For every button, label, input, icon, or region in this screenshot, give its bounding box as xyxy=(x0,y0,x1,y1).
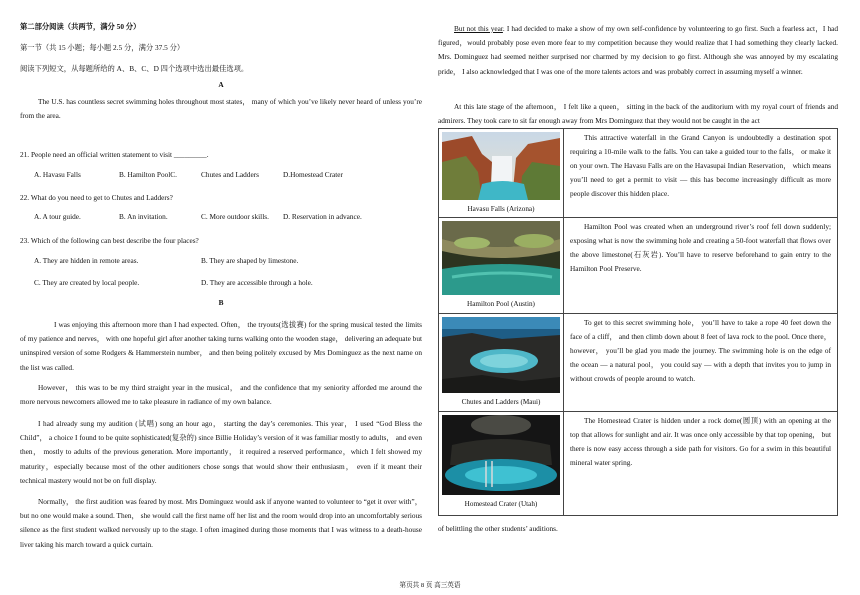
place-text-cell xyxy=(564,314,838,412)
section-subtitle: 第一节（共 15 小题；每小题 2.5 分，满分 37.5 分） xyxy=(20,43,185,52)
section-instruction: 阅读下列短文，从每题所给的 A、B、C、D 四个选项中选出最佳选项。 xyxy=(20,64,249,73)
right-paragraph-1 xyxy=(438,22,838,79)
hamilton-pool-photo xyxy=(442,221,560,295)
q23-option-d: D. They are accessible through a hole. xyxy=(201,278,313,287)
passage-b-paragraph-4: Normally， the first audition was feared by most. Mrs Dominguez would ask if anyone wanted to volunteer to “get it over with”， but no one would make a sound. Then， she would call the first name off her list and the room would drop into an uncomfortably serious silence as the first student walked nervously up to the stage. I often imagined during those moments that I was witness to a death-house liver taking his march toward a quick curtain. xyxy=(20,497,422,549)
q23-option-b: B. They are shaped by limestone. xyxy=(201,256,299,265)
right-paragraph-1-rest: . I had decided to make a show of my own self-confidence by volunteering to go first. Such a fearless act，I had figured，would probably pose even more fear to my competition because they would realize that I had something they clearly lacked. Mrs. Dominguez had seemed neither surprised nor charmed by my decision to go first. Although she was annoyed by my escalating pride， I also acknowledged that I was one of the more talents actors and was probably correct in assuming myself a winner. xyxy=(438,24,838,76)
underlined-phrase: But not this year xyxy=(454,24,503,33)
chutes-and-ladders-photo xyxy=(442,317,560,393)
q21-option-d: D.Homestead Crater xyxy=(283,170,343,179)
place-text-cell xyxy=(564,218,838,314)
q21-option-c: Chutes and Ladders xyxy=(201,170,259,179)
q21-option-a: A. Havasu Falls xyxy=(34,170,81,179)
q22-option-c: C. More outdoor skills. xyxy=(201,212,269,221)
place-image-cell xyxy=(439,314,564,412)
passage-b-paragraph-2: However， this was to be my third straight year in the musical， and the confidence that my seniority afforded me around the more nervous newcomers allowed me to take pleasure in radiance of my own balance. xyxy=(20,383,422,407)
q23-option-c: C. They are created by local people. xyxy=(34,278,140,287)
q22-option-a: A. A tour guide. xyxy=(34,212,81,221)
table-row xyxy=(439,314,838,412)
places-table xyxy=(438,128,838,516)
homestead-crater-caption: Homestead Crater (Utah) xyxy=(464,500,538,508)
question-21: 21. People need an official written statement to visit _________. xyxy=(20,150,209,159)
havasu-falls-caption: Havasu Falls (Arizona) xyxy=(467,205,535,213)
question-23: 23. Which of the following can best describe the four places? xyxy=(20,236,199,245)
right-paragraph-2: At this late stage of the afternoon， I felt like a queen， sitting in the back of the auditorium with my royal court of friends and admirers. They took care to sit far enough away from Mrs Dominguez that they would not be caught in the act xyxy=(438,102,838,126)
passage-b-label: B xyxy=(218,298,224,307)
passage-a-intro: The U.S. has countless secret swimming holes throughout most states， many of which you’ve likely never heard of unless you’re from the area. xyxy=(20,97,422,121)
havasu-falls-description: This attractive waterfall in the Grand Canyon is undoubtedly a destination spot requiring a 10-mile walk to the falls. You can take a guided tour to the falls， or make it on your own. The Havasu Falls are on the Havasupai Indian Reservation， which means you’ll need to get a permit to visit — this has become increasingly difficult as more people discover this hidden place. xyxy=(570,133,831,198)
passage-b-paragraph-1: I was enjoying this afternoon more than I had expected. Often， the tryouts(选拔赛) for the spring musical tested the limits of my patience and nerves， with one hopeful girl after another taking turns walking onto the wooden stage， delivering an adequate but uninspired version of some Rodgers & Hammerstein number， and then being politely excused by Mrs Dominguez as the next name on the list was called. xyxy=(20,320,422,372)
place-image-cell xyxy=(439,218,564,314)
q22-option-d: D. Reservation in advance. xyxy=(283,212,362,221)
right-tail-text: of belittling the other students’ auditions. xyxy=(438,524,558,533)
question-22: 22. What do you need to get to Chutes and Ladders? xyxy=(20,193,173,202)
homestead-crater-description: The Homestead Crater is hidden under a rock dome(圆顶) with an opening at the top that allows for sunlight and air. It was once only accessible by that top opening， but there is now easy access through a side path for visitors. Go for a swim in this beautiful mineral water spring. xyxy=(570,416,831,467)
section-title: 第二部分阅读（共两节，满分 50 分） xyxy=(20,22,141,31)
crater-image xyxy=(442,415,560,495)
table-row xyxy=(439,129,838,218)
pool-image xyxy=(442,221,560,295)
ocean-pool-image xyxy=(442,317,560,393)
hamilton-pool-description: Hamilton Pool was created when an underground river’s roof fell down suddenly; exposing what is now the swimming hole and creating a 50-foot waterfall that flows over the above limestone(石灰岩). You’ll have to reserve beforehand to gain entry to the Hamilton Pool Preserve. xyxy=(570,222,831,273)
place-text-cell xyxy=(564,129,838,218)
chutes-and-ladders-caption: Chutes and Ladders (Maui) xyxy=(461,398,541,406)
homestead-crater-photo xyxy=(442,415,560,495)
q22-option-b: B. An invitation. xyxy=(119,212,168,221)
table-row xyxy=(439,218,838,314)
page-footer: 第页共 8 页 高三英语 xyxy=(399,582,461,589)
chutes-and-ladders-description: To get to this secret swimming hole， you’ll have to take a rope 40 feet down the face of a cliff， and then climb down about 8 feet of lava rock to the pool. Once there， however， you’ll be glad you made the journey. The swimming hole is on the edge of the ocean — a natural pool， you could say — with a depth that invites you to jump in without crowds of people around to watch. xyxy=(570,318,831,383)
passage-a-label: A xyxy=(218,80,224,89)
havasu-falls-photo xyxy=(442,132,560,200)
table-row xyxy=(439,412,838,516)
passage-b-paragraph-3: I had already sung my audition (试唱) song an hour ago， starting the day’s ceremonies. This year， I used “God Bless the Child”， a choice I found to be quite sophisticated(复杂的) since Billie Holiday’s version of it was familiar mostly to adults， and even then， mostly to adults of the previous generation. More importantly， it required a reserved performance，which I felt showed my maturity，especially because most of the other auditioners chose songs that would show their enthusiasm， even if it meant their technical mastery would not be on full display. xyxy=(20,419,422,485)
place-image-cell xyxy=(439,129,564,218)
q21-option-b: B. Hamilton PoolC. xyxy=(119,170,177,179)
hamilton-pool-caption: Hamilton Pool (Austin) xyxy=(467,300,535,308)
waterfall-image xyxy=(442,132,560,200)
q23-option-a: A. They are hidden in remote areas. xyxy=(34,256,139,265)
place-image-cell xyxy=(439,412,564,516)
place-text-cell xyxy=(564,412,838,516)
